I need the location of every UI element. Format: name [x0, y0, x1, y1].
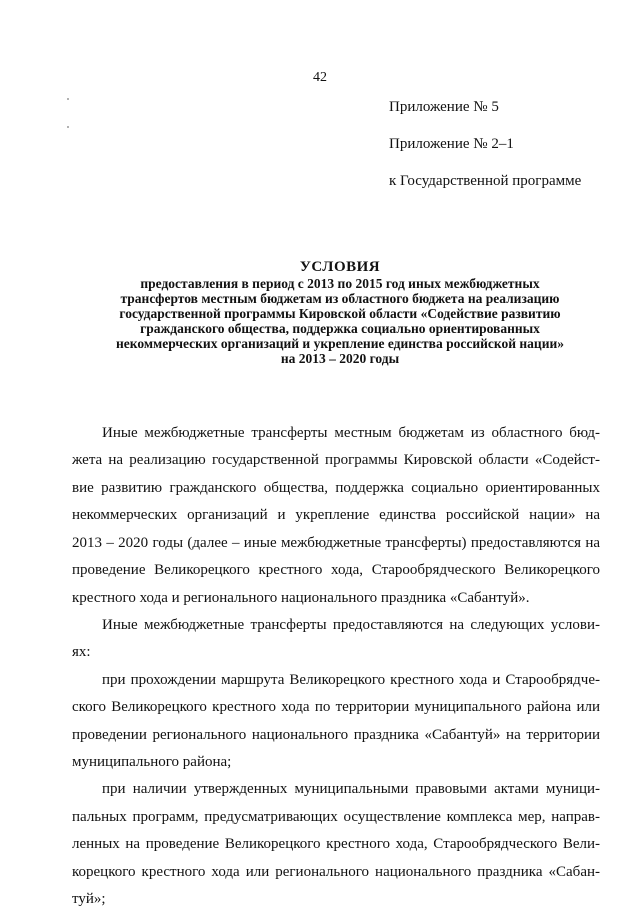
heading-line: на 2013 – 2020 годы	[280, 351, 400, 366]
text-line: туй»;	[72, 891, 106, 907]
document-heading	[90, 259, 590, 366]
heading-line: предоставления в период с 2013 по 2015 год иных межбюджетных	[140, 276, 540, 291]
text-line: жета на реализацию государственной программы Кировской области «Содейст-	[72, 452, 600, 469]
text-line: Иные межбюджетные трансферты предоставляются на следующих услови-	[102, 616, 600, 633]
text-line: проведении регионального национального праздника «Сабантуй» на территории	[72, 726, 600, 743]
text-line: вие развитию гражданского общества, поддержка социально ориентированных	[72, 479, 600, 496]
heading-line: трансфертов местным бюджетам из областного бюджета на реализацию	[120, 291, 560, 306]
text-line: крестного хода и регионального национального праздника «Сабантуй».	[72, 589, 530, 606]
text-line: проведение Великорецкого крестного хода, Старообрядческого Великорецкого	[72, 562, 600, 579]
heading-line: государственной программы Кировской области «Содействие развитию	[119, 306, 561, 321]
text-line: при прохождении маршрута Великорецкого крестного хода и Старообрядче-	[102, 671, 600, 688]
text-line: ского Великорецкого крестного хода по территории муниципального района или	[72, 699, 600, 716]
heading-line: гражданского общества, поддержка социально ориентированных	[140, 321, 540, 336]
text-line: муниципального района;	[72, 753, 232, 770]
text-line: при наличии утвержденных муниципальными правовыми актами муници-	[102, 781, 600, 798]
appendix-label-5: Приложение № 5	[389, 99, 499, 115]
appendix-label-2-1: Приложение № 2–1	[389, 136, 514, 152]
appendix-program-reference: к Государственной программе	[389, 173, 582, 189]
text-line: ленных на проведение Великорецкого крестного хода, Старообрядческого Вели-	[72, 836, 600, 853]
text-line: некоммерческих организаций и укрепление единства российской нации» на	[72, 507, 600, 524]
heading-title: УСЛОВИЯ	[299, 259, 381, 275]
text-line: пальных программ, предусматривающих осуществление комплекса мер, направ-	[72, 808, 600, 825]
text-line: Иные межбюджетные трансферты местным бюджетам из областного бюд-	[102, 425, 600, 441]
scan-speck	[67, 126, 69, 128]
text-line: 2013 – 2020 годы (далее – иные межбюджетные трансферты) предоставляются на	[72, 534, 600, 551]
text-line: ях:	[72, 644, 91, 661]
text-line: корецкого крестного хода или регионального национального праздника «Сабан-	[72, 863, 600, 880]
heading-line: некоммерческих организаций и укрепление единства российской нации»	[115, 336, 565, 351]
page-number: 42	[313, 70, 327, 85]
scan-speck	[67, 98, 69, 100]
